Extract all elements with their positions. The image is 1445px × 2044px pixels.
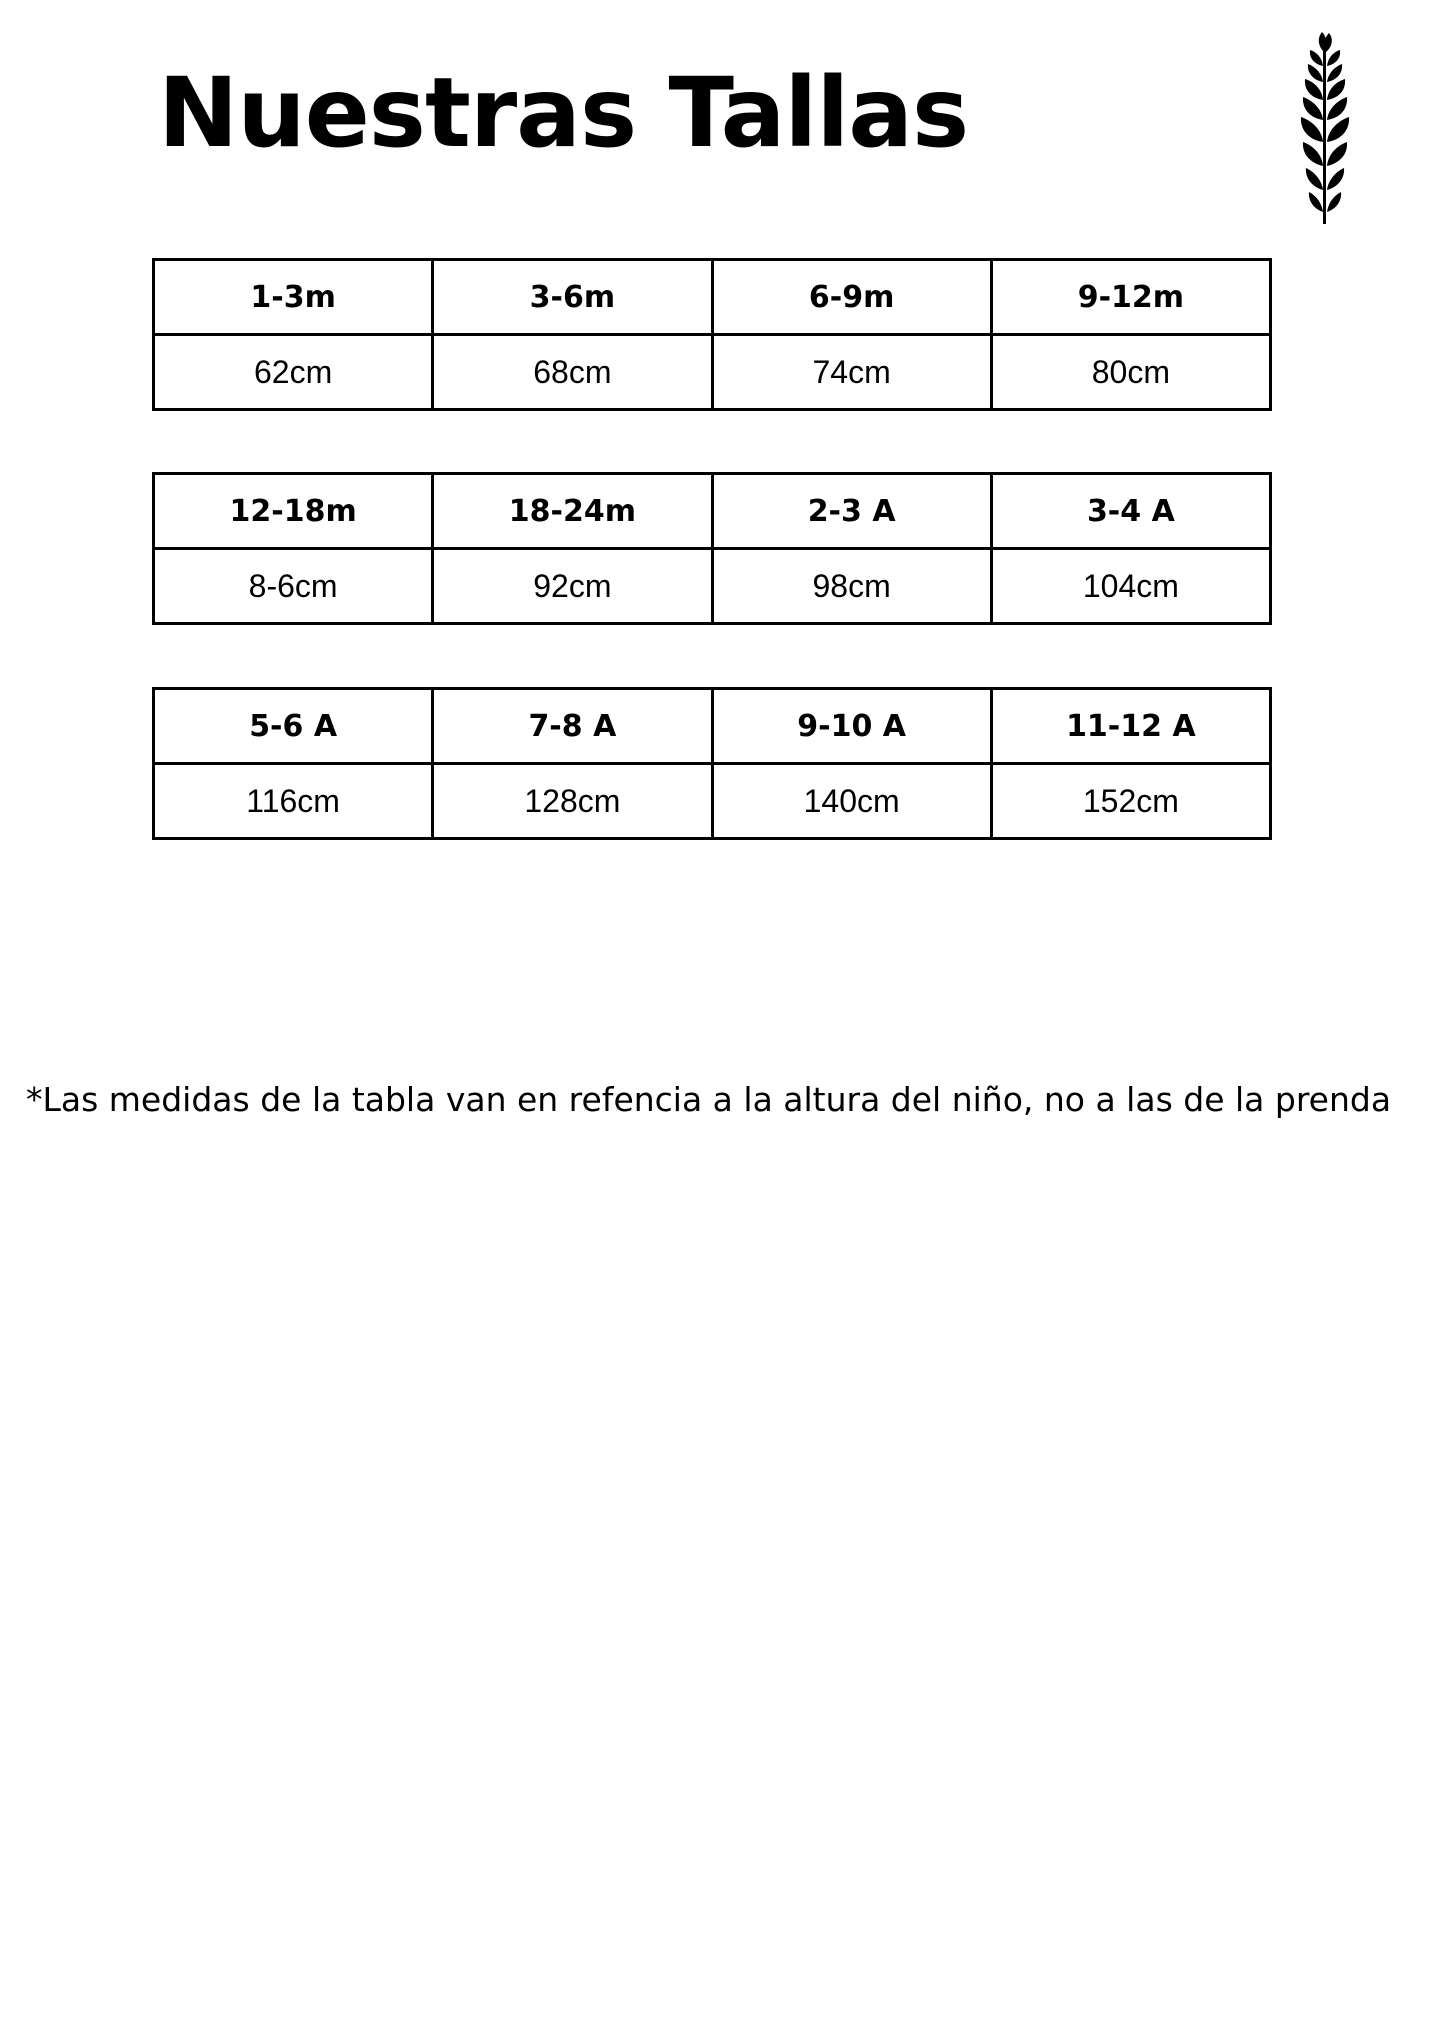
size-label-cell: 12-18m <box>154 474 433 549</box>
size-label-cell: 3-6m <box>433 260 712 335</box>
height-value-cell: 68cm <box>433 335 712 410</box>
height-value-cell: 62cm <box>154 335 433 410</box>
height-value-cell: 74cm <box>712 335 991 410</box>
height-value-cell: 98cm <box>712 549 991 624</box>
height-value-cell: 92cm <box>433 549 712 624</box>
table-row <box>154 764 1271 839</box>
size-table-kids <box>152 687 1272 840</box>
measurement-footnote: *Las medidas de la tabla van en refencia a la altura del niño, no a las de la prenda <box>26 1080 1392 1119</box>
height-value-cell: 8-6cm <box>154 549 433 624</box>
height-value-cell: 140cm <box>712 764 991 839</box>
size-label-cell: 5-6 A <box>154 689 433 764</box>
size-label-cell: 9-12m <box>991 260 1270 335</box>
size-label-cell: 9-10 A <box>712 689 991 764</box>
size-label-cell: 1-3m <box>154 260 433 335</box>
table-row <box>154 474 1271 549</box>
page-title: Nuestras Tallas <box>158 57 969 169</box>
table-row <box>154 260 1271 335</box>
size-table-infant <box>152 258 1272 411</box>
size-table-toddler <box>152 472 1272 625</box>
height-value-cell: 152cm <box>991 764 1270 839</box>
size-label-cell: 6-9m <box>712 260 991 335</box>
title-row <box>0 38 1445 188</box>
height-value-cell: 104cm <box>991 549 1270 624</box>
botanical-sprig-icon <box>1290 30 1360 230</box>
size-label-cell: 3-4 A <box>991 474 1270 549</box>
size-label-cell: 2-3 A <box>712 474 991 549</box>
table-row <box>154 335 1271 410</box>
height-value-cell: 128cm <box>433 764 712 839</box>
size-label-cell: 18-24m <box>433 474 712 549</box>
height-value-cell: 116cm <box>154 764 433 839</box>
height-value-cell: 80cm <box>991 335 1270 410</box>
table-row <box>154 549 1271 624</box>
size-label-cell: 7-8 A <box>433 689 712 764</box>
size-label-cell: 11-12 A <box>991 689 1270 764</box>
table-row <box>154 689 1271 764</box>
